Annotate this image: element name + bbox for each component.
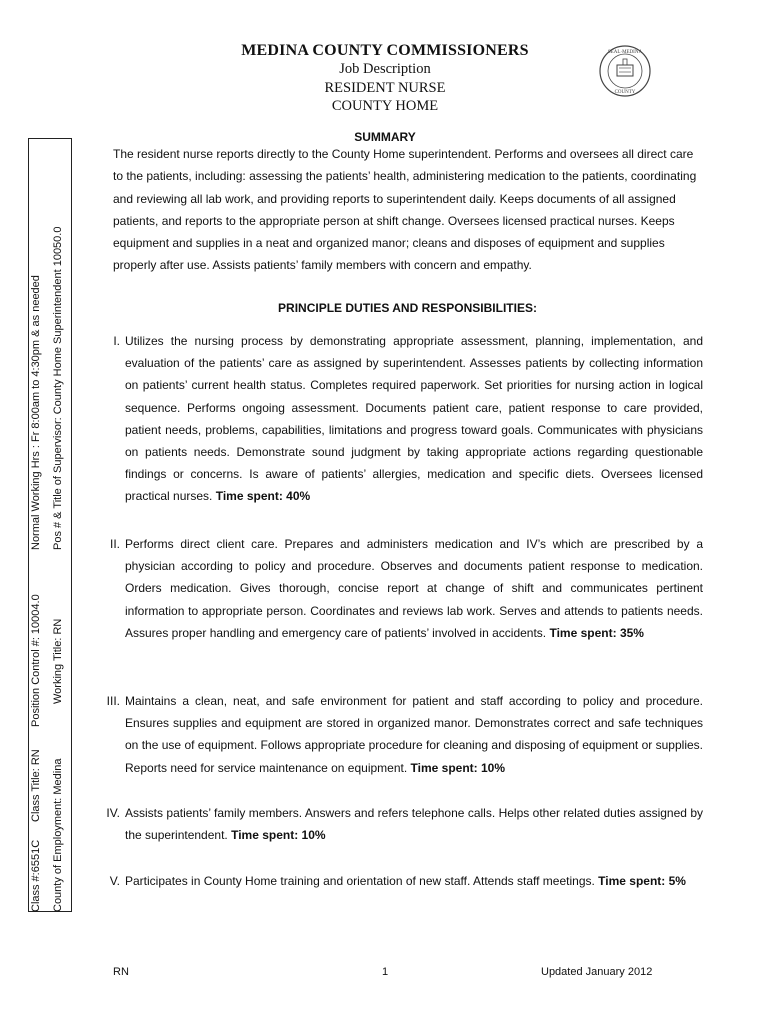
svg-text:SEAL·MEDINA: SEAL·MEDINA xyxy=(607,50,643,55)
class-number: Class #:6551C xyxy=(30,839,42,912)
sidebar-row-bottom xyxy=(52,140,70,912)
working-title: Working Title: RN xyxy=(52,618,64,704)
page-number: 1 xyxy=(382,966,389,978)
svg-text:COUNTY: COUNTY xyxy=(614,90,636,95)
duty-number: IV. xyxy=(106,806,120,820)
duties-heading: PRINCIPLE DUTIES AND RESPONSIBILITIES: xyxy=(278,301,537,315)
duty-text: Maintains a clean, neat, and safe environment for patient and staff according to policy and procedure. Ensures supplies and equipment are stored in organized manor. Demonstrates correct and safe techniques on the use of equipment. Follows appropriate procedure for cleaning and disposing of equipment or supplies. Reports need for service maintenance on equipment. Time spent: 10% xyxy=(125,694,703,775)
job-title: RESIDENT NURSE xyxy=(324,80,446,96)
duty-text: Performs direct client care. Prepares and administers medication and IV’s which are prescribed by a physician according to policy and procedure. Observes and documents patient response to medication. Orders medication. Gives thorough, concise report at change of shift and communicates pertinent information to appropriate person. Coordinates and reviews lab work. Serves and attends to patients needs. Assures proper handling and emergency care of patients’ involved in accidents. Time spent: 35% xyxy=(125,537,703,640)
time-spent: Time spent: 10% xyxy=(231,828,326,843)
duty-text: Assists patients’ family members. Answers and refers telephone calls. Helps other related duties assigned by the superintendent. Time spent: 10% xyxy=(125,806,703,843)
document-subtitle: Job Description xyxy=(339,61,431,77)
footer-left: RN xyxy=(113,966,129,978)
duty-text: Participates in County Home training and orientation of new staff. Attends staff meetings. Time spent: 5% xyxy=(125,874,686,888)
county-seal-icon xyxy=(598,44,652,98)
classification-sidebar xyxy=(28,138,72,912)
time-spent: Time spent: 5% xyxy=(598,874,686,888)
time-spent: Time spent: 10% xyxy=(410,760,505,775)
duty-number: I. xyxy=(113,334,120,348)
footer-updated: Updated January 2012 xyxy=(541,966,653,978)
county-of-employment: County of Employment: Medina xyxy=(52,758,64,912)
class-title: Class Title: RN xyxy=(30,749,42,822)
position-control: Position Control #: 10004.0 xyxy=(30,594,42,727)
duty-number: III. xyxy=(106,694,120,708)
time-spent: Time spent: 40% xyxy=(215,489,311,504)
document-title: MEDINA COUNTY COMMISSIONERS xyxy=(241,42,529,59)
summary-heading: SUMMARY xyxy=(354,130,416,144)
duty-text: Utilizes the nursing process by demonstrating appropriate assessment, planning, implementation, and evaluation of the patients’ care as assigned by superintendent. Assesses patients by collecting information on patients’ current health status. Completes required paperwork. Set priorities for nursing action in logical sequence. Performs ongoing assessment. Documents patient care, patient response to care provided, patient needs, problems, capabilities, limitations and progress toward goals. Communicates with physicians on patients needs. Demonstrate sound judgment by taking appropriate actions regarding questionable findings or concerns. Is aware of patients’ allergies, medication and specific diets. Oversees licensed practical nurses. Time spent: 40% xyxy=(125,334,703,504)
supervisor: Pos # & Title of Supervisor: County Home Superintendent 10050.0 xyxy=(52,226,64,550)
time-spent: Time spent: 35% xyxy=(549,625,644,640)
duty-number: II. xyxy=(109,537,120,551)
sidebar-row-top xyxy=(30,140,48,912)
working-hours: Normal Working Hrs : Fr 8:00am to 4:30pm & as needed xyxy=(30,275,42,550)
department: COUNTY HOME xyxy=(331,98,439,114)
duty-number: V. xyxy=(109,874,120,888)
summary-paragraph: The resident nurse reports directly to the County Home superintendent. Performs and oversees all direct care to the patients, including: assessing the patients’ health, administering medication to the patients, coordinating and reviewing all lab work, and providing reports to superintendent daily. Keeps documents of all assigned patients, and reports to the appropriate person at shift change. Oversees licensed practical nurses. Keeps equipment and supplies in a neat and organized manor; cleans and disposes of equipment and supplies properly after use. Assists patients’ family members with concern and empathy. xyxy=(113,147,697,273)
